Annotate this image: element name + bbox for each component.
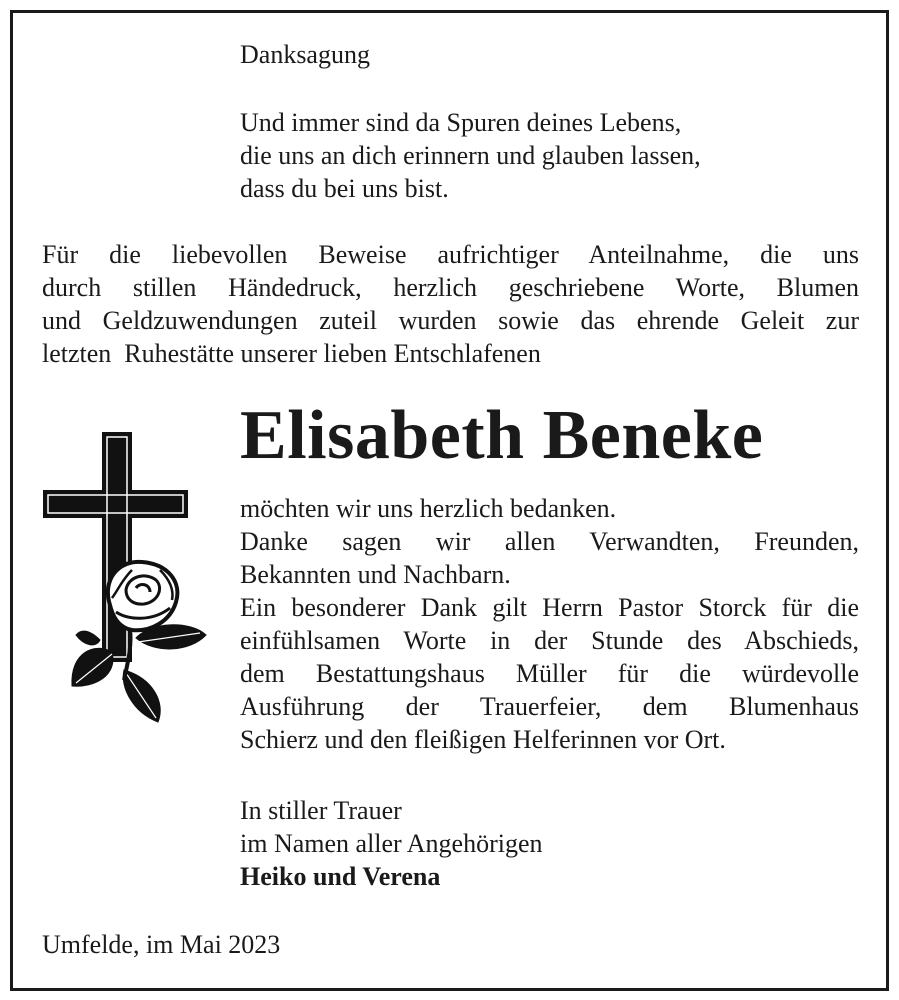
thanks-line-6: dem Bestattungshaus Müller für die würdevolle (240, 659, 859, 688)
thanks-line-4: Ein besonderer Dank gilt Herrn Pastor Storck für die (240, 593, 859, 622)
intro-line-1: Für die liebevollen Beweise aufrichtiger Anteilnahme, die uns (42, 240, 859, 269)
cross-with-rose-icon (40, 430, 210, 730)
place-date: Umfelde, im Mai 2023 (42, 930, 281, 959)
deceased-name: Elisabeth Beneke (240, 397, 764, 474)
thanks-line-2: Danke sagen wir allen Verwandten, Freunden, (240, 527, 859, 556)
cross-with-rose-graphic (40, 430, 210, 730)
poem-line-2: die uns an dich erinnern und glauben lassen, (240, 141, 701, 170)
intro-paragraph (42, 238, 859, 370)
thanks-line-8: Schierz und den fleißigen Helferinnen vor Ort. (240, 725, 726, 754)
leaves-icon (72, 625, 206, 722)
thanks-line-5: einfühlsamen Worte in der Stunde des Abschieds, (240, 626, 859, 655)
thanks-line-1: möchten wir uns herzlich bedanken. (240, 494, 617, 523)
thanks-line-7: Ausführung der Trauerfeier, dem Blumenhaus (240, 692, 859, 721)
thanks-paragraph (240, 492, 859, 756)
intro-line-4: letzten Ruhestätte unserer lieben Entschlafenen (42, 339, 541, 368)
signoff-line-1: In stiller Trauer (240, 796, 402, 825)
intro-line-3: und Geldzuwendungen zuteil wurden sowie das ehrende Geleit zur (42, 306, 859, 335)
signoff-line-2: im Namen aller Angehörigen (240, 829, 543, 858)
intro-line-2: durch stillen Händedruck, herzlich geschriebene Worte, Blumen (42, 273, 859, 302)
poem-line-1: Und immer sind da Spuren deines Lebens, (240, 108, 682, 137)
thanks-line-3: Bekannten und Nachbarn. (240, 560, 511, 589)
signoff-names: Heiko und Verena (240, 862, 441, 891)
notice-heading: Danksagung (240, 40, 370, 69)
poem-line-3: dass du bei uns bist. (240, 174, 449, 203)
rose-icon (108, 562, 177, 630)
